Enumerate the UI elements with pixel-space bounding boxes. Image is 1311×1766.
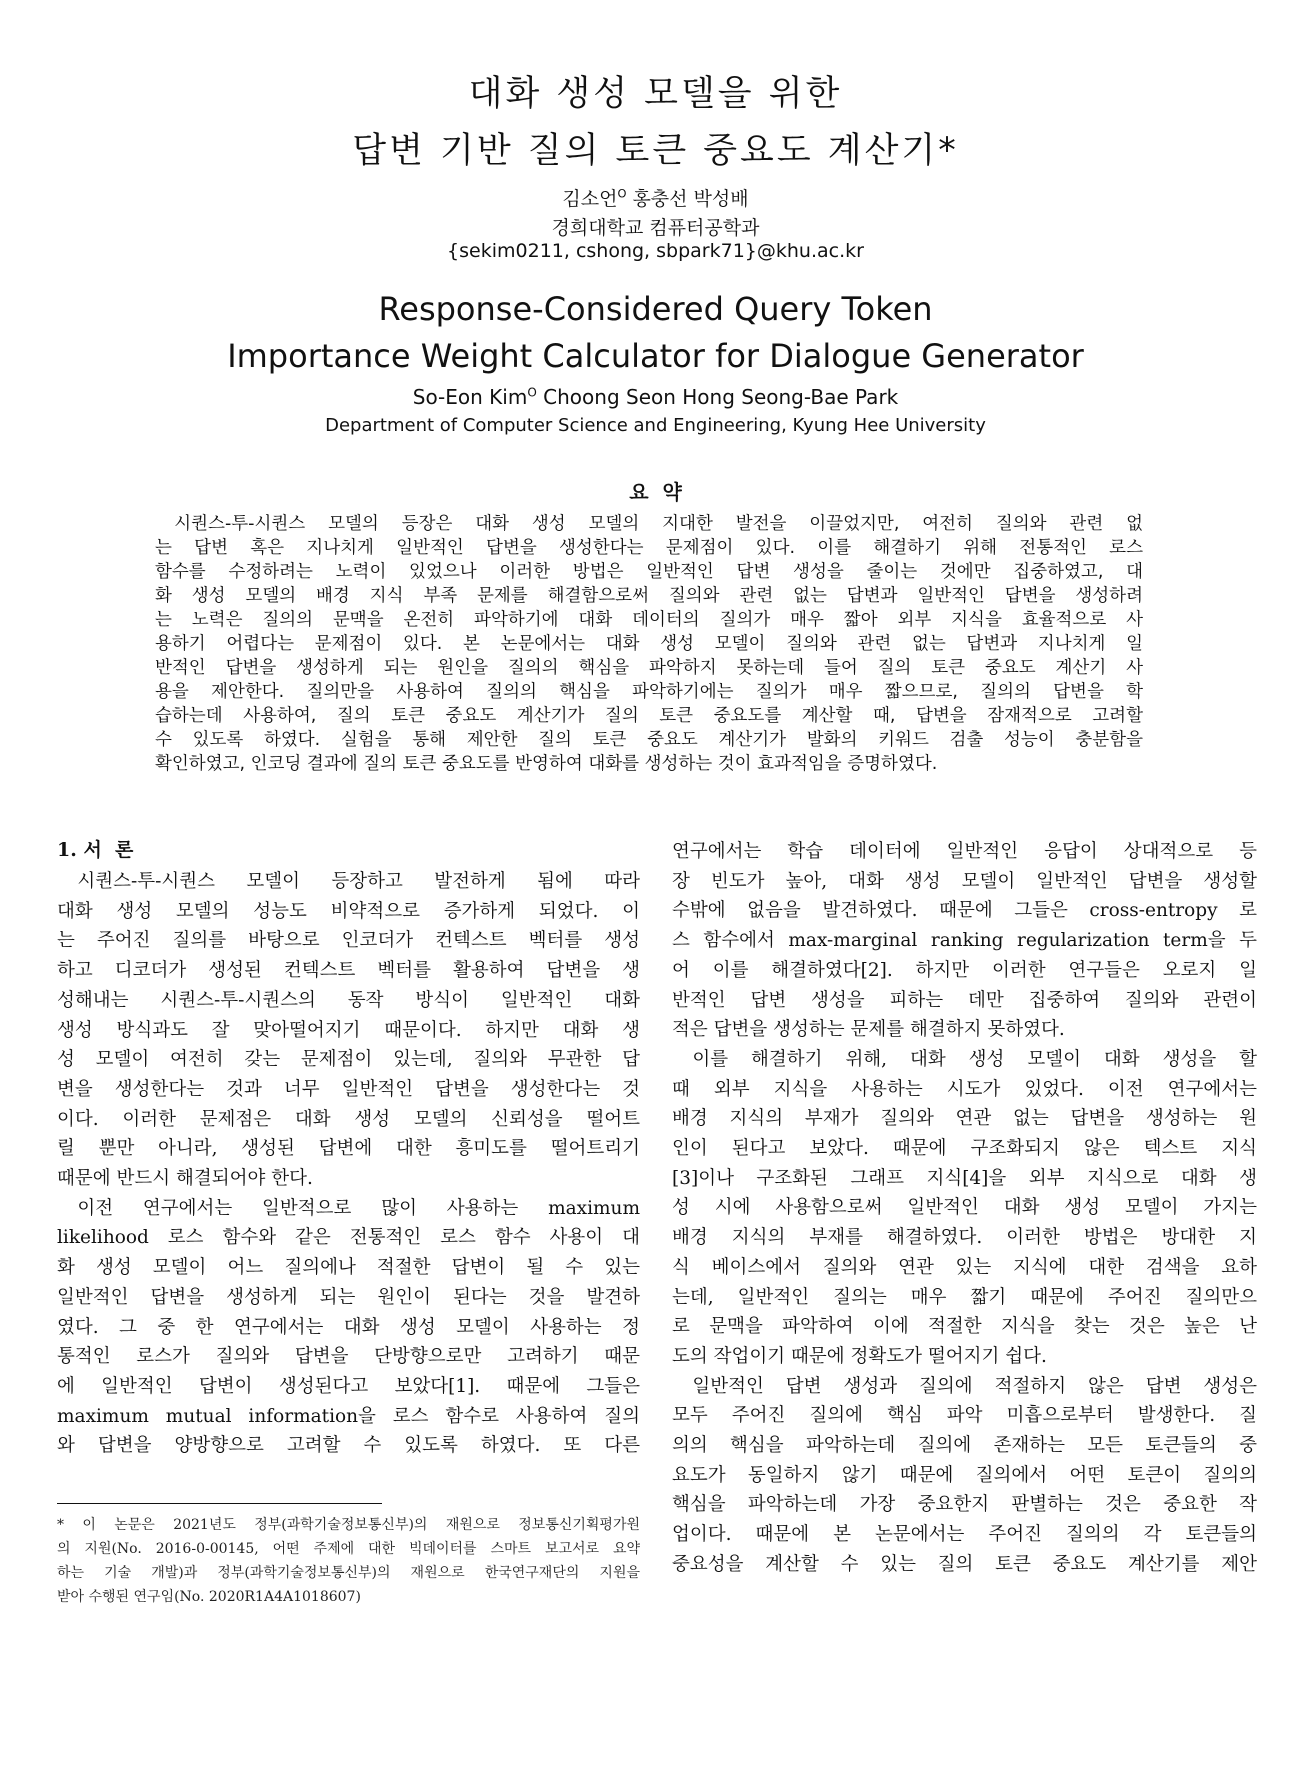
text-line: 함수를 수정하려는 노력이 있었으나 이러한 방법은 일반적인 답변 생성을 줄이는 것에만 집중하였고, 대 xyxy=(155,562,1143,582)
text-line: 일반적인 답변을 생성하게 되는 원인이 된다는 것을 발견하 xyxy=(57,1286,640,1308)
text-line: 때 외부 지식을 사용하는 시도가 있었다. 이전 연구에서는 xyxy=(672,1078,1257,1100)
text-line: 와 답변을 양방향으로 고려할 수 있도록 하였다. 또 다른 xyxy=(57,1435,640,1457)
author-names: So-Eon Kim xyxy=(412,385,528,409)
text-line: 수 있도록 하였다. 실험을 통해 제안한 질의 토큰 중요도 계산기가 발화의 키워드 검출 성능이 충분함을 xyxy=(155,730,1143,750)
presenter-mark: O xyxy=(527,385,537,400)
footnote xyxy=(57,1513,640,1609)
affiliation-ko: 경희대학교 컴퓨터공학과 xyxy=(551,217,760,239)
text-line: 생성 방식과도 잘 맞아떨어지기 때문이다. 하지만 대화 생 xyxy=(57,1019,640,1041)
left-column xyxy=(57,867,640,1461)
text-line: 이다. 이러한 문제점은 대화 생성 모델의 신뢰성을 떨어트 xyxy=(57,1108,640,1130)
text-line: 하는 기술 개발)과 정부(과학기술정보통신부)의 재원으로 한국연구재단의 지원을 xyxy=(57,1565,640,1581)
text-line: 의의 핵심을 파악하는데 질의에 존재하는 모든 토큰들의 중 xyxy=(672,1435,1257,1457)
text-line: 받아 수행된 연구임(No. 2020R1A4A1018607) xyxy=(57,1589,361,1605)
text-line: 성 모델이 여전히 갖는 문제점이 있는데, 질의와 무관한 답 xyxy=(57,1049,640,1071)
author-names-rest: 홍충선 박성배 xyxy=(626,188,749,210)
text-line: 일반적인 답변 생성과 질의에 적절하지 않은 답변 생성은 xyxy=(692,1375,1257,1397)
text-line: 모두 주어진 질의에 핵심 파악 미흡으로부터 발생한다. 질 xyxy=(672,1405,1257,1427)
text-line: maximum mutual information을 로스 함수로 사용하여 질의 xyxy=(57,1405,640,1427)
affiliation-en: Department of Computer Science and Engineering, Kyung Hee University xyxy=(325,415,986,436)
text-line: * 이 논문은 2021년도 정부(과학기술정보통신부)의 재원으로 정보통신기획평가원 xyxy=(57,1517,640,1533)
text-line: 는 주어진 질의를 바탕으로 인코더가 컨텍스트 벡터를 생성 xyxy=(57,930,640,952)
text-line: 성 시에 사용함으로써 일반적인 대화 생성 모델이 가지는 xyxy=(672,1197,1257,1219)
text-line: 스 함수에서 max-marginal ranking regularization term을 두 xyxy=(672,930,1257,952)
text-line: 인이 된다고 보았다. 때문에 구조화되지 않은 텍스트 지식 xyxy=(672,1138,1257,1160)
text-line: 화 생성 모델이 어느 질의에나 적절한 답변이 될 수 있는 xyxy=(57,1257,640,1279)
text-line: 요도가 동일하지 않기 때문에 질의에서 어떤 토큰이 질의의 xyxy=(672,1464,1257,1486)
text-line: 로 문맥을 파악하여 이에 적절한 지식을 찾는 것은 높은 난 xyxy=(672,1316,1257,1338)
text-line: 어 이를 해결하였다[2]. 하지만 이러한 연구들은 오로지 일 xyxy=(672,959,1257,981)
authors-en xyxy=(0,385,1311,409)
text-line: [3]이나 구조화된 그래프 지식[4]을 외부 지식으로 대화 생 xyxy=(672,1167,1257,1189)
text-line: 는데, 일반적인 질의는 매우 짧기 때문에 주어진 질의만으 xyxy=(672,1286,1257,1308)
text-line: 도의 작업이기 때문에 정확도가 떨어지기 쉽다. xyxy=(672,1345,1047,1367)
text-line: 였다. 그 중 한 연구에서는 대화 생성 모델이 사용하는 정 xyxy=(57,1316,640,1338)
title-en-line-2: Importance Weight Calculator for Dialogue Generator xyxy=(227,337,1084,375)
text-line: likelihood 로스 함수와 같은 전통적인 로스 함수 사용이 대 xyxy=(57,1227,640,1249)
text-line: 하고 디코더가 생성된 컨텍스트 벡터를 활용하여 답변을 생 xyxy=(57,960,640,982)
text-line: 배경 지식의 부재가 질의와 연관 없는 답변을 생성하는 원 xyxy=(672,1108,1257,1130)
title-en-line-1: Response-Considered Query Token xyxy=(378,290,933,328)
text-line: 릴 뿐만 아니라, 생성된 답변에 대한 흥미도를 떨어트리기 xyxy=(57,1138,640,1160)
abstract xyxy=(155,512,1143,776)
text-line: 적은 답변을 생성하는 문제를 해결하지 못하였다. xyxy=(672,1019,1065,1041)
text-line: 변을 생성한다는 것과 너무 일반적인 답변을 생성한다는 것 xyxy=(57,1078,640,1100)
text-line: 장 빈도가 높아, 대화 생성 모델이 일반적인 답변을 생성할 xyxy=(672,870,1257,892)
text-line: 확인하였고, 인코딩 결과에 질의 토큰 중요도를 반영하여 대화를 생성하는 것이 효과적임을 증명하였다. xyxy=(155,754,938,774)
text-line: 배경 지식의 부재를 해결하였다. 이러한 방법은 방대한 지 xyxy=(672,1227,1257,1249)
text-line: 용하기 어렵다는 문제점이 있다. 본 논문에서는 대화 생성 모델이 질의와 관련 없는 답변과 지나치게 일 xyxy=(155,634,1143,654)
text-line: 습하는데 사용하여, 질의 토큰 중요도 계산기가 질의 토큰 중요도를 계산할 때, 답변을 잠재적으로 고려할 xyxy=(155,706,1143,726)
text-line: 는 노력은 질의의 문맥을 온전히 파악하기에 대화 데이터의 질의가 매우 짧아 외부 지식을 효율적으로 사 xyxy=(155,610,1143,630)
text-line: 이를 해결하기 위해, 대화 생성 모델이 대화 생성을 할 xyxy=(692,1048,1257,1070)
right-column xyxy=(672,837,1257,1580)
author-names-rest: Choong Seon Hong Seong-Bae Park xyxy=(536,385,899,409)
text-line: 시퀀스-투-시퀀스 모델의 등장은 대화 생성 모델의 지대한 발전을 이끌었지만, 여전히 질의와 관련 없 xyxy=(174,514,1143,534)
text-line: 대화 생성 모델의 성능도 비약적으로 증가하게 되었다. 이 xyxy=(57,900,640,922)
author-names: 김소언 xyxy=(562,188,618,210)
text-line: 성해내는 시퀀스-투-시퀀스의 동작 방식이 일반적인 대화 xyxy=(57,989,640,1011)
text-line: 식 베이스에서 질의와 연관 있는 지식에 대한 검색을 요하 xyxy=(672,1256,1257,1278)
text-line: 연구에서는 학습 데이터에 일반적인 응답이 상대적으로 등 xyxy=(672,841,1257,862)
text-line: 반적인 답변을 생성하게 되는 원인을 질의의 핵심을 파악하지 못하는데 들어 질의 토큰 중요도 계산기 사 xyxy=(155,658,1143,678)
text-line: 의 지원(No. 2016-0-00145, 어떤 주제에 대한 빅데이터를 스마트 보고서로 요약 xyxy=(57,1541,640,1557)
footnote-divider xyxy=(57,1503,382,1504)
text-line: 이전 연구에서는 일반적으로 많이 사용하는 maximum xyxy=(77,1197,640,1219)
text-line: 반적인 답변 생성을 피하는 데만 집중하여 질의와 관련이 xyxy=(672,989,1257,1011)
text-line: 화 생성 모델의 배경 지식 부족 문제를 해결함으로써 질의와 관련 없는 답변과 일반적인 답변을 생성하려 xyxy=(155,586,1143,606)
text-line: 수밖에 없음을 발견하였다. 때문에 그들은 cross-entropy 로 xyxy=(672,900,1257,922)
abstract-heading: 요 약 xyxy=(629,480,682,504)
text-line: 시퀀스-투-시퀀스 모델이 등장하고 발전하게 됨에 따라 xyxy=(77,871,640,892)
text-line: 는 답변 혹은 지나치게 일반적인 답변을 생성한다는 문제점이 있다. 이를 해결하기 위해 전통적인 로스 xyxy=(155,538,1143,558)
presenter-mark: O xyxy=(617,186,627,201)
text-line: 용을 제안한다. 질의만을 사용하여 질의의 핵심을 파악하기에는 질의가 매우 짧으므로, 질의의 답변을 학 xyxy=(155,682,1143,702)
text-line: 핵심을 파악하는데 가장 중요한지 판별하는 것은 중요한 작 xyxy=(672,1494,1257,1516)
email: {sekim0211, cshong, sbpark71}@khu.ac.kr xyxy=(447,240,864,262)
section-heading: 1. 서 론 xyxy=(57,839,134,861)
text-line: 업이다. 때문에 본 논문에서는 주어진 질의의 각 토큰들의 xyxy=(672,1524,1257,1546)
text-line: 중요성을 계산할 수 있는 질의 토큰 중요도 계산기를 제안 xyxy=(672,1553,1257,1575)
title-ko-line-2: 답변 기반 질의 토큰 중요도 계산기* xyxy=(352,131,959,171)
text-line: 때문에 반드시 해결되어야 한다. xyxy=(57,1168,313,1190)
text-line: 통적인 로스가 질의와 답변을 단방향으로만 고려하기 때문 xyxy=(57,1346,640,1368)
text-line: 에 일반적인 답변이 생성된다고 보았다[1]. 때문에 그들은 xyxy=(57,1375,640,1397)
title-ko-line-1: 대화 생성 모델을 위한 xyxy=(468,74,843,114)
authors-ko xyxy=(0,184,1311,211)
